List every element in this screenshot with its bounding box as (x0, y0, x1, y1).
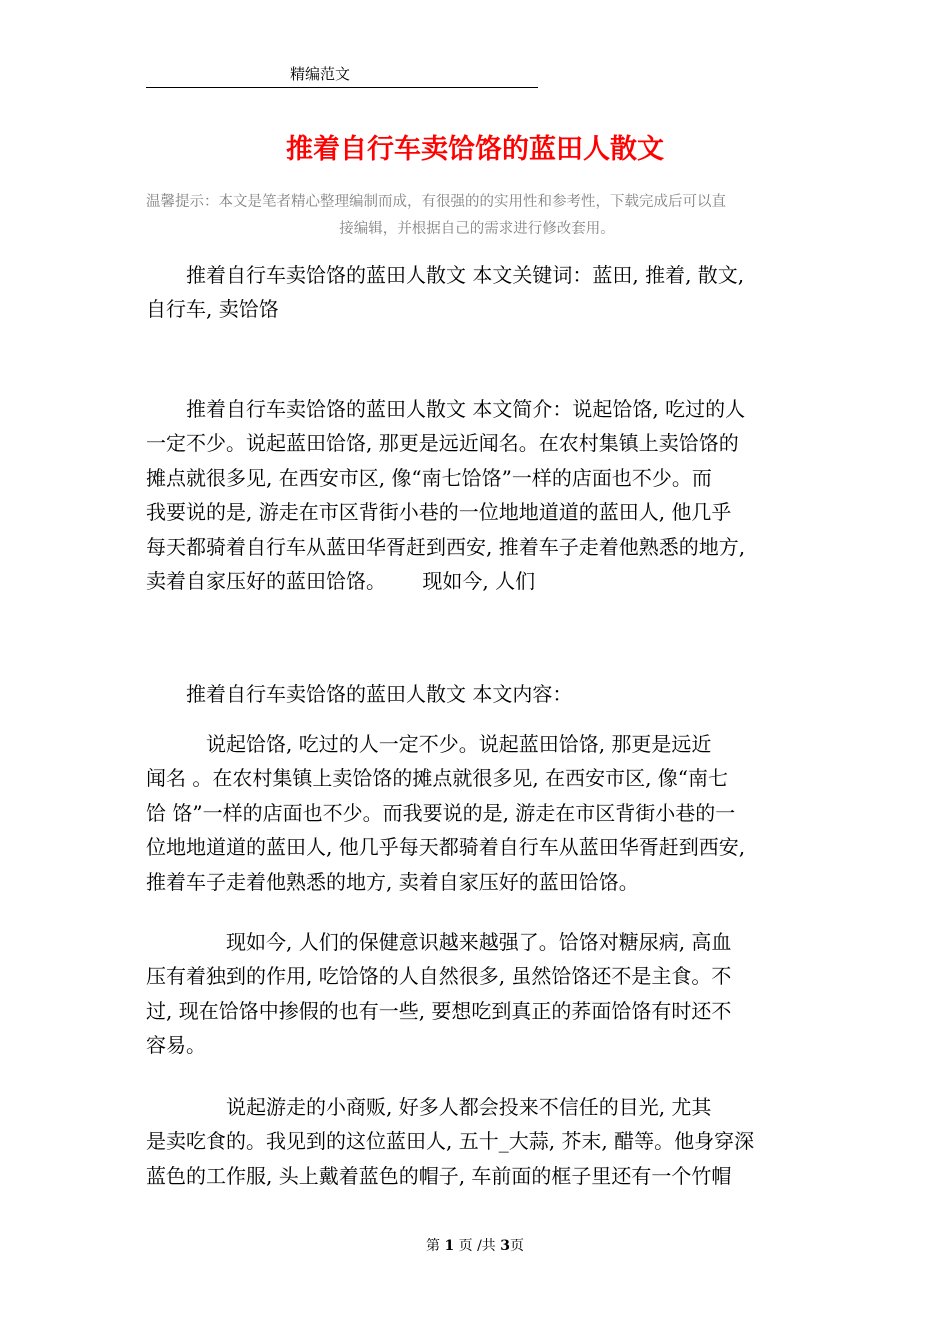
paragraph-line: 过, 现在饸饹中掺假的也有一些, 要想吃到真正的荞面饸饹有时还不 (146, 998, 732, 1023)
paragraph-line: 现如今, 人们的保健意识越来越强了。饸饹对糖尿病, 高血 (146, 930, 732, 954)
footer-middle: 页 /共 (458, 1238, 496, 1254)
body-paragraph-1 (146, 727, 808, 899)
paragraph-line: 推着自行车卖饸饹的蓝田人散文 本文简介：说起饸饹, 吃过的人 (146, 397, 746, 421)
page-footer (0, 1236, 950, 1256)
keywords-paragraph (146, 258, 808, 327)
footer-prefix: 第 (425, 1238, 440, 1254)
paragraph-line: 推着自行车卖饸饹的蓝田人散文 本文内容： (146, 682, 573, 706)
footer-page-total: 3 (500, 1238, 511, 1254)
paragraph-line: 蓝色的工作服, 头上戴着蓝色的帽子, 车前面的框子里还有一个竹帽 (146, 1163, 732, 1188)
notice-text (146, 189, 808, 243)
intro-paragraph (146, 392, 808, 598)
paragraph-line: 卖着自家压好的蓝田饸饹。 现如今, 人们 (146, 569, 536, 594)
paragraph-line: 位地地道道的蓝田人, 他几乎每天都骑着自行车从蓝田华胥赶到西安, (146, 835, 746, 860)
header-divider (146, 87, 538, 88)
content-heading (146, 677, 808, 711)
paragraph-line: 饸 饹”一样的店面也不少。而我要说的是, 游走在市区背街小巷的一 (146, 800, 736, 825)
body-paragraph-2 (146, 925, 808, 1063)
paragraph-line: 摊点就很多见, 在西安市区, 像“南七饸饹”一样的店面也不少。而 (146, 465, 712, 490)
paragraph-line: 每天都骑着自行车从蓝田华胥赶到西安, 推着车子走着他熟悉的地方, (146, 534, 746, 559)
paragraph-line: 自行车, 卖饸饹 (146, 297, 279, 322)
paragraph-line: 容易。 (146, 1033, 206, 1058)
header-label: 精编范文 (290, 65, 351, 83)
paragraph-line: 压有着独到的作用, 吃饸饹的人自然很多, 虽然饸饹还不是主食。不 (146, 964, 732, 989)
notice-line-1: 温馨提示：本文是笔者精心整理编制而成，有很强的的实用性和参考性，下载完成后可以直 (146, 194, 726, 210)
paragraph-line: 一定不少。说起蓝田饸饹, 那更是远近闻名。在农村集镇上卖饸饹的 (146, 431, 739, 456)
document-title: 推着自行车卖饸饹的蓝田人散文 (286, 134, 664, 165)
notice-line-2: 接编辑，并根据自己的需求进行修改套用。 (339, 221, 615, 237)
paragraph-line: 闻名 。在农村集镇上卖饸饹的摊点就很多见, 在西安市区, 像“南七 (146, 766, 729, 791)
paragraph-line: 推着车子走着他熟悉的地方, 卖着自家压好的蓝田饸饹。 (146, 869, 639, 894)
paragraph-line: 是卖吃食的。我见到的这位蓝田人, 五十_大蒜, 芥末, 醋等。他身穿深 (146, 1129, 755, 1154)
paragraph-line: 说起游走的小商贩, 好多人都会投来不信任的目光, 尤其 (146, 1095, 712, 1119)
paragraph-line: 推着自行车卖饸饹的蓝田人散文 本文关键词：蓝田, 推着, 散文, (146, 263, 745, 287)
paragraph-line: 说起饸饹, 吃过的人一定不少。说起蓝田饸饹, 那更是远近 (146, 732, 712, 756)
footer-page-number: 1 (444, 1238, 455, 1254)
body-paragraph-3 (146, 1090, 808, 1193)
paragraph-line: 我要说的是, 游走在市区背街小巷的一位地地道道的蓝田人, 他几乎 (146, 500, 732, 525)
footer-suffix: 页 (510, 1238, 525, 1254)
